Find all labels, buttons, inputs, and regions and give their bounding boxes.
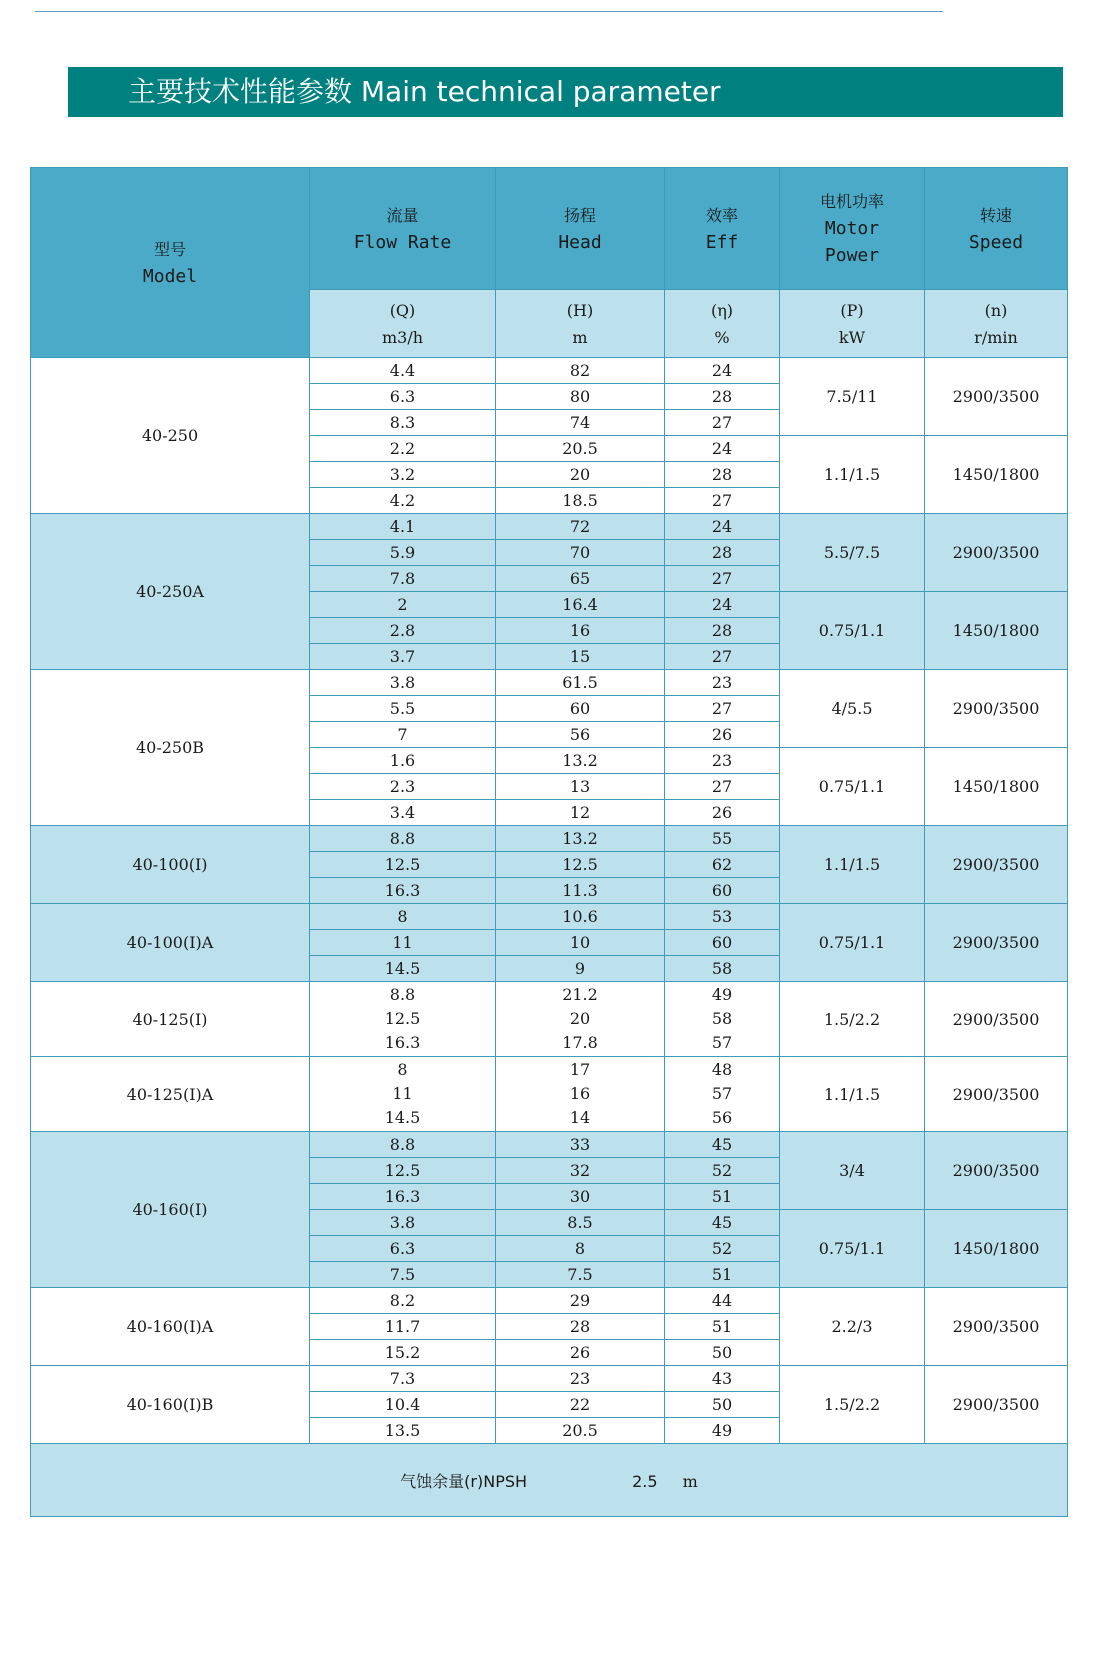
- header-eff: [665, 168, 780, 290]
- flow-cell: 8.2: [310, 1288, 496, 1314]
- eff-cell: 52: [665, 1158, 780, 1184]
- header-flow: [310, 168, 496, 290]
- speed-cell: 2900/3500: [925, 1366, 1068, 1444]
- flow-cell: 15.2: [310, 1340, 496, 1366]
- header-model-en: Model: [142, 265, 198, 287]
- table-row: [31, 514, 1068, 540]
- eff-cell: 43: [665, 1366, 780, 1392]
- head-cell: 80: [496, 384, 665, 410]
- table-row: [31, 1366, 1068, 1392]
- unit-eff-value: %: [714, 327, 730, 347]
- unit-flow-symbol: (Q): [389, 300, 416, 320]
- header-flow-en: Flow Rate: [353, 231, 452, 253]
- flow-cell: 3.7: [310, 644, 496, 670]
- eff-cell: 27: [665, 410, 780, 436]
- speed-cell: 2900/3500: [925, 826, 1068, 904]
- flow-cell: 16.3: [310, 878, 496, 904]
- eff-cell: 24: [665, 592, 780, 618]
- power-cell: 2.2/3: [780, 1288, 925, 1366]
- head-cell: 70: [496, 540, 665, 566]
- model-name: 40-100(I)A: [31, 904, 310, 982]
- eff-cell: 44: [665, 1288, 780, 1314]
- model-name: 40-160(I)B: [31, 1366, 310, 1444]
- flow-cell: 3.8: [310, 1210, 496, 1236]
- head-cell: 10: [496, 930, 665, 956]
- eff-cell: 27: [665, 566, 780, 592]
- eff-cell: 26: [665, 800, 780, 826]
- unit-head-symbol: (H): [566, 300, 594, 320]
- power-cell: 0.75/1.1: [780, 1210, 925, 1288]
- power-cell: 7.5/11: [780, 358, 925, 436]
- eff-cell: 52: [665, 1236, 780, 1262]
- table-row: [31, 904, 1068, 930]
- head-cell: 10.6: [496, 904, 665, 930]
- table-row: [31, 826, 1068, 852]
- unit-flow-value: m3/h: [381, 327, 424, 347]
- head-cell: 56: [496, 722, 665, 748]
- flow-cell: 16.3: [310, 1184, 496, 1210]
- npsh-footer: [31, 1444, 1068, 1517]
- model-name: 40-125(I)A: [31, 1057, 310, 1132]
- header-power-en2: Power: [824, 245, 880, 266]
- header-speed-cn: 转速: [979, 205, 1012, 225]
- eff-cell: 51: [665, 1184, 780, 1210]
- eff-cell: 23: [665, 670, 780, 696]
- speed-cell: 2900/3500: [925, 358, 1068, 436]
- header-speed: [925, 168, 1068, 290]
- model-name: 40-160(I)A: [31, 1288, 310, 1366]
- flow-value: 16.3: [384, 1033, 421, 1052]
- head-cell: 11.3: [496, 878, 665, 904]
- header-speed-en: Speed: [968, 231, 1024, 253]
- flow-cell: 3.2: [310, 462, 496, 488]
- eff-value: 56: [711, 1108, 733, 1127]
- flow-cell: 4.2: [310, 488, 496, 514]
- eff-cell: 27: [665, 644, 780, 670]
- flow-cell: 6.3: [310, 1236, 496, 1262]
- power-cell: 1.1/1.5: [780, 826, 925, 904]
- flow-cell: 5.5: [310, 696, 496, 722]
- eff-cell: 23: [665, 748, 780, 774]
- header-eff-cn: 效率: [705, 205, 738, 225]
- power-cell: 1.1/1.5: [780, 436, 925, 514]
- flow-value: 8.8: [389, 985, 416, 1004]
- head-cell: 32: [496, 1158, 665, 1184]
- head-cell: 28: [496, 1314, 665, 1340]
- eff-cell: 24: [665, 514, 780, 540]
- npsh-label: 气蚀余量(r)NPSH: [400, 1471, 528, 1491]
- flow-cell: 6.3: [310, 384, 496, 410]
- head-cell: 72: [496, 514, 665, 540]
- flow-value: 12.5: [384, 1009, 421, 1028]
- flow-cell: 8.8: [310, 826, 496, 852]
- eff-cell: 50: [665, 1340, 780, 1366]
- head-cell: 16: [496, 618, 665, 644]
- power-cell: 1.5/2.2: [780, 1366, 925, 1444]
- unit-eff: [665, 290, 780, 358]
- unit-eff-symbol: (η): [710, 300, 734, 320]
- head-cell: 18.5: [496, 488, 665, 514]
- eff-cell: 28: [665, 540, 780, 566]
- page-title: 主要技术性能参数 Main technical parameter: [128, 75, 721, 108]
- power-cell: 1.5/2.2: [780, 982, 925, 1057]
- flow-cell: 12.5: [310, 1158, 496, 1184]
- flow-cell: 7.5: [310, 1262, 496, 1288]
- speed-cell: 2900/3500: [925, 982, 1068, 1057]
- flow-cell: 7.3: [310, 1366, 496, 1392]
- eff-cell: 26: [665, 722, 780, 748]
- head-cell: 20.5: [496, 1418, 665, 1444]
- speed-cell: 2900/3500: [925, 670, 1068, 748]
- header-eff-en: Eff: [705, 231, 739, 253]
- flow-cell: 2.8: [310, 618, 496, 644]
- eff-cell: 60: [665, 930, 780, 956]
- eff-cell: 55: [665, 826, 780, 852]
- model-name: 40-250B: [31, 670, 310, 826]
- unit-head-value: m: [572, 327, 588, 347]
- speed-cell: 2900/3500: [925, 1057, 1068, 1132]
- table-row: [31, 1132, 1068, 1158]
- unit-speed-value: r/min: [974, 327, 1018, 347]
- eff-cell: 53: [665, 904, 780, 930]
- head-cell: 26: [496, 1340, 665, 1366]
- head-cell: 22: [496, 1392, 665, 1418]
- flow-cell: [310, 982, 496, 1057]
- head-cell: 13.2: [496, 748, 665, 774]
- flow-cell: 7: [310, 722, 496, 748]
- title-banner: [68, 67, 1063, 117]
- model-name: 40-250: [31, 358, 310, 514]
- flow-cell: 1.6: [310, 748, 496, 774]
- flow-value: 14.5: [384, 1108, 421, 1127]
- header-model: [31, 168, 310, 358]
- eff-cell: 50: [665, 1392, 780, 1418]
- eff-cell: 51: [665, 1262, 780, 1288]
- table-row: [31, 670, 1068, 696]
- head-cell: 13.2: [496, 826, 665, 852]
- flow-cell: 7.8: [310, 566, 496, 592]
- flow-cell: 14.5: [310, 956, 496, 982]
- flow-cell: 8.8: [310, 1132, 496, 1158]
- eff-cell: 28: [665, 618, 780, 644]
- head-cell: [496, 982, 665, 1057]
- eff-cell: 62: [665, 852, 780, 878]
- npsh-value: 2.5: [632, 1471, 658, 1491]
- eff-cell: [665, 982, 780, 1057]
- speed-cell: 1450/1800: [925, 592, 1068, 670]
- flow-cell: 10.4: [310, 1392, 496, 1418]
- table-row: [31, 1057, 1068, 1132]
- flow-cell: 3.8: [310, 670, 496, 696]
- unit-flow: [310, 290, 496, 358]
- eff-value: 49: [711, 985, 733, 1004]
- head-value: 17: [569, 1060, 591, 1079]
- unit-head: [496, 290, 665, 358]
- head-value: 16: [569, 1084, 591, 1103]
- flow-cell: 11.7: [310, 1314, 496, 1340]
- flow-cell: 3.4: [310, 800, 496, 826]
- head-value: 17.8: [562, 1033, 598, 1052]
- eff-value: 57: [711, 1084, 733, 1103]
- power-cell: 4/5.5: [780, 670, 925, 748]
- head-value: 14: [569, 1108, 591, 1127]
- power-cell: 1.1/1.5: [780, 1057, 925, 1132]
- eff-cell: 27: [665, 488, 780, 514]
- flow-cell: 11: [310, 930, 496, 956]
- model-name: 40-160(I): [31, 1132, 310, 1288]
- parameter-table: [30, 167, 1068, 1517]
- eff-value: 57: [711, 1033, 733, 1052]
- eff-cell: 51: [665, 1314, 780, 1340]
- speed-cell: 1450/1800: [925, 1210, 1068, 1288]
- eff-cell: 45: [665, 1210, 780, 1236]
- speed-cell: 2900/3500: [925, 1132, 1068, 1210]
- speed-cell: 1450/1800: [925, 436, 1068, 514]
- flow-cell: 2.3: [310, 774, 496, 800]
- head-cell: 7.5: [496, 1262, 665, 1288]
- eff-cell: 27: [665, 774, 780, 800]
- head-cell: 15: [496, 644, 665, 670]
- eff-value: 48: [711, 1060, 733, 1079]
- head-cell: 8.5: [496, 1210, 665, 1236]
- header-flow-cn: 流量: [386, 205, 419, 225]
- flow-cell: 2.2: [310, 436, 496, 462]
- header-head-en: Head: [558, 231, 602, 253]
- header-power: [780, 168, 925, 290]
- head-cell: 29: [496, 1288, 665, 1314]
- speed-cell: 2900/3500: [925, 1288, 1068, 1366]
- head-cell: 20.5: [496, 436, 665, 462]
- top-rule: [35, 11, 943, 12]
- head-cell: 65: [496, 566, 665, 592]
- flow-cell: 13.5: [310, 1418, 496, 1444]
- eff-cell: 28: [665, 384, 780, 410]
- flow-cell: 4.4: [310, 358, 496, 384]
- npsh-unit: m: [682, 1471, 698, 1491]
- eff-cell: 58: [665, 956, 780, 982]
- head-cell: 82: [496, 358, 665, 384]
- eff-cell: 60: [665, 878, 780, 904]
- eff-cell: 27: [665, 696, 780, 722]
- unit-speed-symbol: (n): [984, 300, 1008, 320]
- unit-power-symbol: (P): [840, 300, 864, 320]
- head-cell: 33: [496, 1132, 665, 1158]
- eff-cell: 24: [665, 358, 780, 384]
- head-cell: 23: [496, 1366, 665, 1392]
- head-cell: 12.5: [496, 852, 665, 878]
- header-head: [496, 168, 665, 290]
- speed-cell: 1450/1800: [925, 748, 1068, 826]
- power-cell: 0.75/1.1: [780, 592, 925, 670]
- speed-cell: 2900/3500: [925, 514, 1068, 592]
- head-value: 20: [569, 1009, 591, 1028]
- power-cell: 5.5/7.5: [780, 514, 925, 592]
- header-power-en1: Motor: [824, 218, 880, 239]
- flow-cell: 8: [310, 904, 496, 930]
- head-cell: 9: [496, 956, 665, 982]
- table-row: [31, 1288, 1068, 1314]
- head-cell: 61.5: [496, 670, 665, 696]
- flow-cell: 4.1: [310, 514, 496, 540]
- table-row: [31, 358, 1068, 384]
- flow-cell: [310, 1057, 496, 1132]
- table-body: [31, 358, 1068, 1444]
- speed-cell: 2900/3500: [925, 904, 1068, 982]
- power-cell: 3/4: [780, 1132, 925, 1210]
- flow-cell: 12.5: [310, 852, 496, 878]
- model-name: 40-125(I): [31, 982, 310, 1057]
- flow-value: 11: [392, 1084, 413, 1103]
- eff-value: 58: [711, 1009, 733, 1028]
- flow-cell: 5.9: [310, 540, 496, 566]
- flow-cell: 2: [310, 592, 496, 618]
- unit-power: [780, 290, 925, 358]
- head-cell: [496, 1057, 665, 1132]
- flow-cell: 8.3: [310, 410, 496, 436]
- eff-cell: 45: [665, 1132, 780, 1158]
- unit-power-value: kW: [838, 327, 866, 347]
- head-cell: 60: [496, 696, 665, 722]
- head-cell: 12: [496, 800, 665, 826]
- header-model-cn: 型号: [153, 239, 186, 259]
- model-name: 40-250A: [31, 514, 310, 670]
- header-head-cn: 扬程: [563, 205, 596, 225]
- head-cell: 30: [496, 1184, 665, 1210]
- header-power-cn: 电机功率: [819, 192, 884, 211]
- head-cell: 13: [496, 774, 665, 800]
- power-cell: 0.75/1.1: [780, 748, 925, 826]
- head-cell: 20: [496, 462, 665, 488]
- eff-cell: [665, 1057, 780, 1132]
- table-row: [31, 982, 1068, 1057]
- power-cell: 0.75/1.1: [780, 904, 925, 982]
- head-value: 21.2: [562, 985, 598, 1004]
- unit-speed: [925, 290, 1068, 358]
- flow-value: 8: [397, 1060, 408, 1079]
- eff-cell: 28: [665, 462, 780, 488]
- model-name: 40-100(I): [31, 826, 310, 904]
- head-cell: 16.4: [496, 592, 665, 618]
- head-cell: 74: [496, 410, 665, 436]
- eff-cell: 49: [665, 1418, 780, 1444]
- eff-cell: 24: [665, 436, 780, 462]
- head-cell: 8: [496, 1236, 665, 1262]
